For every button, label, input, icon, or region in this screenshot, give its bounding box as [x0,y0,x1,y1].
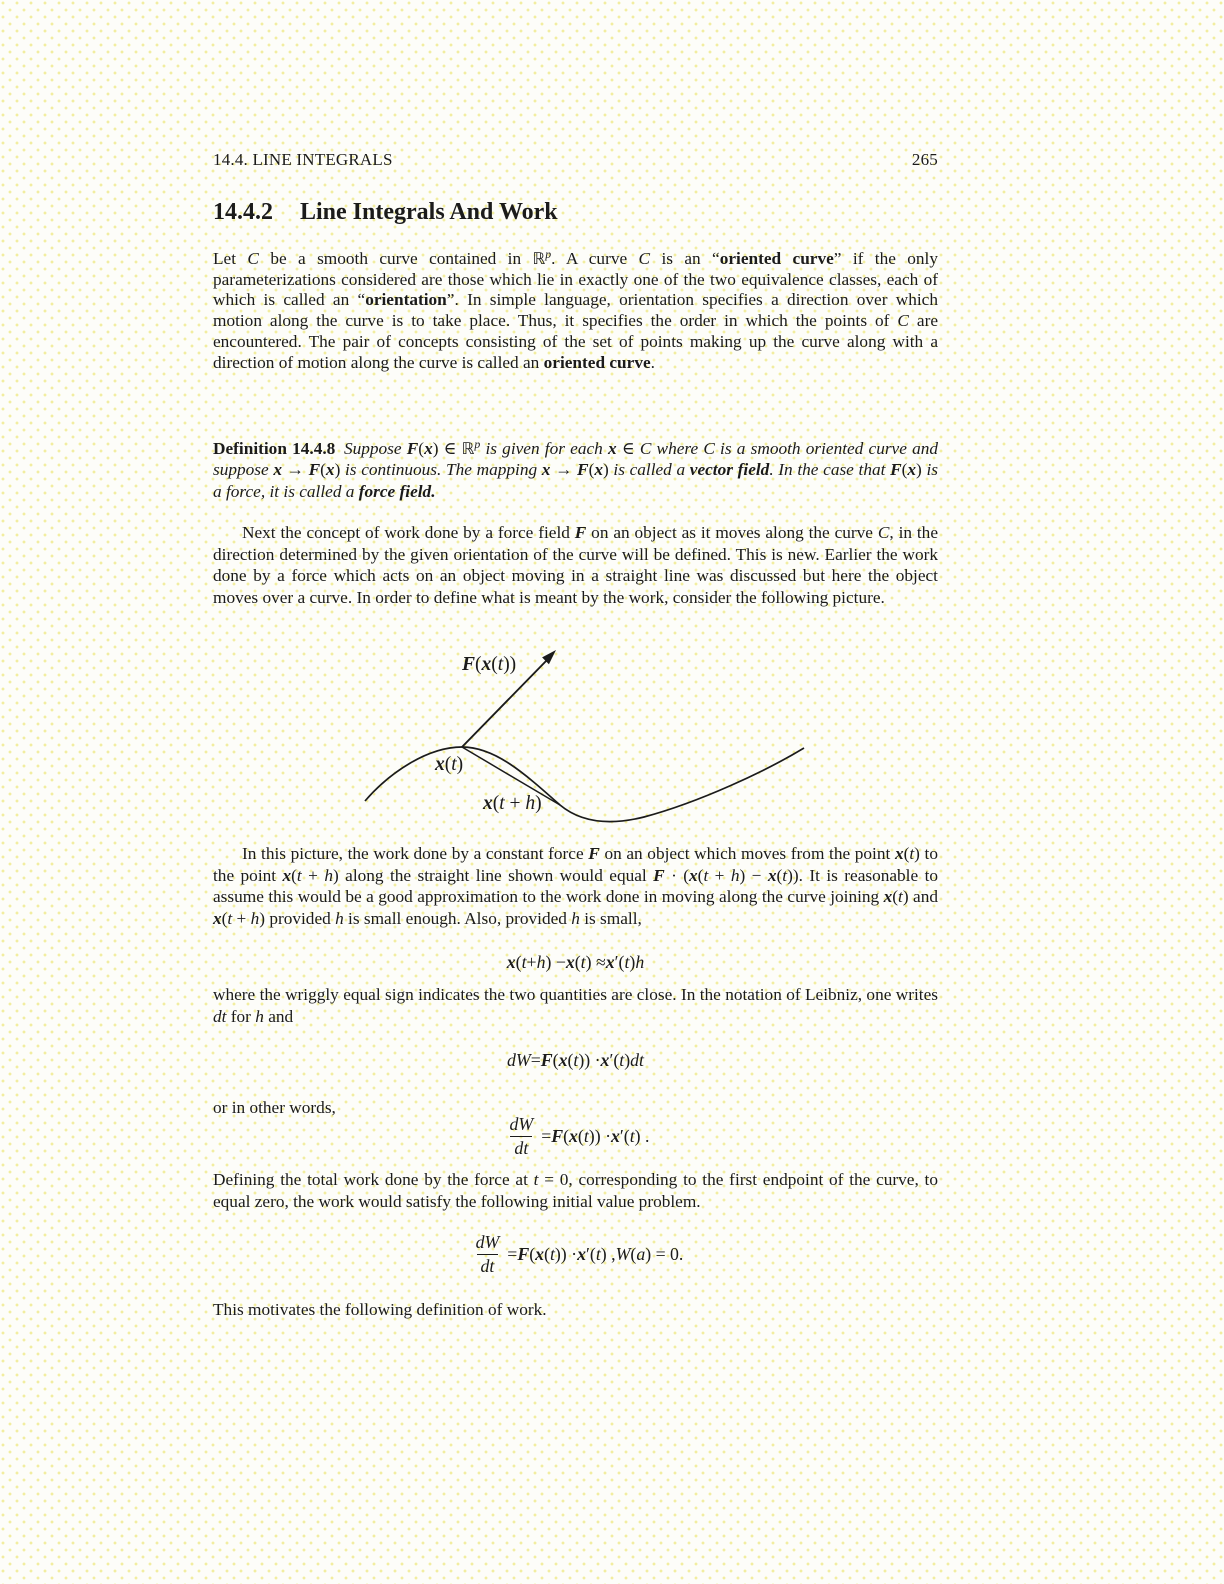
section-title: Line Integrals And Work [300,199,558,225]
work-figure [352,640,817,825]
equation-dw-dt: $\frac{dW}{dt}$ = F ( x ( t )) · x ′( t ) . [509,1113,650,1158]
label-x-of-t-plus-h: x(t + h) [483,793,542,814]
paragraph-defining-total-work: Defining the total work done by the force at t = 0, corresponding to the first endpoint of the curve, to equal zero, the work would satisfy the following initial value problem. [213,1170,938,1211]
curve-path [365,747,804,822]
equation-approximation: x ( t + h ) − x ( t ) ≈ x ′( t ) h [506,952,645,972]
running-header-section-label: 14.4. LINE INTEGRALS [213,150,393,169]
equation-dw: dW = F ( x ( t )) · x ′( t ) dt [507,1050,644,1070]
page-number: 265 [911,150,938,169]
paragraph-motivates: This motivates the following definition of work. [213,1300,547,1319]
section-number: 14.4.2 [213,199,273,225]
paragraph-definition: Definition 14.4.8 Suppose F(x) ∈ ℝ$^p$ is given for each x ∈ C where C is a smooth oriented curve and suppose x → F(x) is continuous. The mapping x → F(x) is called a vector field. In the case that F(x) is a force, it is called a force field. [213,438,939,501]
paragraph-in-this-picture: In this picture, the work done by a constant force F on an object which moves from the point x(t) to the point x(t + h) along the straight line shown would equal F · (x(t + h) − x(t)). It is reasonable to assume this would be a good approximation to the work done in moving along the curve joining x(t) and x(t + h) provided h is small enough. Also, provided h is small, [213,844,939,928]
paragraph-next-concept: Next the concept of work done by a force field F on an object as it moves along the curve C, in the direction determined by the given orientation of the curve will be defined. This is new. Earlier the work done by a force which acts on an object moving in a straight line was discussed but here the object moves over a curve. In order to define what is meant by the work, consider the following picture. [213,523,938,607]
equation-initial-value-problem: $\frac{dW}{dt}$ = F ( x ( t )) · x ′( t ) , W ( a ) = 0. [475,1231,684,1276]
label-force-vector: F(x(t)) [462,654,517,675]
paragraph-intro: Let C be a smooth curve contained in ℝ$^p$. A curve C is an “oriented curve” if the only parameterizations considered are those which lie in exactly one of the two equivalence classes, each of which is called an “orientation”. In simple language, orientation specifies a direction over which motion along the curve is to take place. Thus, it specifies the order in which the points of C are encountered. The pair of concepts consisting of the set of points making up the curve along with a direction of motion along the curve is called an oriented curve. [213,248,939,372]
curve-diagram-svg [352,640,817,825]
running-header [213,150,938,170]
paragraph-wriggly-equal: where the wriggly equal sign indicates the two quantities are close. In the notation of Leibniz, one writes dt for h and [213,985,938,1026]
label-x-of-t: x(t) [435,754,464,775]
section-heading [213,199,938,226]
paragraph-or-in-other-words: or in other words, [213,1098,336,1117]
